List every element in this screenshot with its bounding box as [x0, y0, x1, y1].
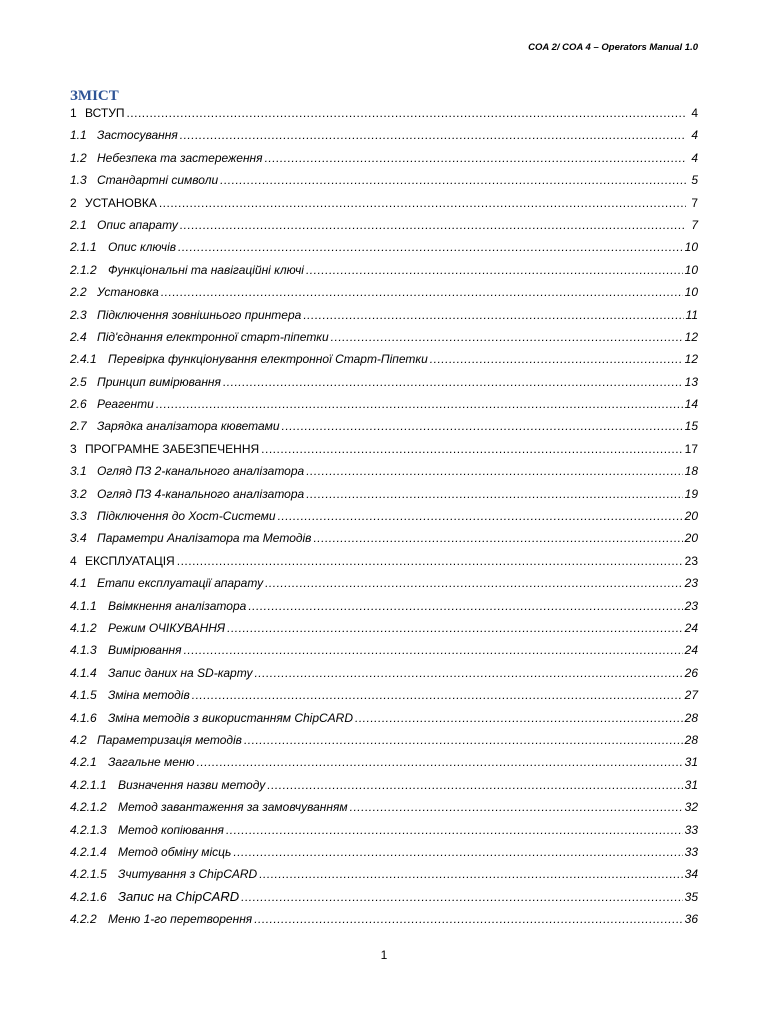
toc-entry[interactable] [70, 483, 698, 505]
toc-entry-title: Підключення до Хост-Системи [97, 509, 276, 524]
toc-entry-title: Вимірювання [108, 643, 182, 658]
toc-entry[interactable] [70, 841, 698, 863]
toc-entry-number: 4.2.1 [70, 755, 97, 770]
toc-entry-page: 31 [684, 777, 698, 792]
toc-entry[interactable] [70, 236, 698, 258]
toc-entry-page: 10 [684, 240, 698, 255]
toc-entry-number: 2.6 [70, 397, 87, 412]
toc-entry-page: 20 [684, 531, 698, 546]
toc-entry-title: Застосування [97, 128, 178, 143]
toc-entry-number: 2.5 [70, 374, 87, 389]
toc-entry-page: 28 [684, 710, 698, 725]
toc-dot-leader [178, 236, 683, 258]
toc-entry-number: 4.1.2 [70, 620, 97, 635]
toc-entry-page: 27 [684, 688, 698, 703]
toc-entry-number: 4.2.1.6 [70, 889, 107, 904]
toc-entry-page: 7 [691, 217, 698, 232]
toc-entry-title: Стандартні символи [97, 173, 219, 188]
toc-dot-leader [126, 102, 686, 124]
toc-entry-number: 3.4 [70, 531, 87, 546]
toc-entry-title: Меню 1-го перетворення [108, 912, 253, 927]
toc-entry[interactable] [70, 348, 698, 370]
toc-entry-title: ЕКСПЛУАТАЦІЯ [85, 553, 175, 568]
toc-dot-leader [267, 774, 682, 796]
toc-entry-number: 3.2 [70, 486, 87, 501]
running-header: COA 2/ COA 4 – Operators Manual 1.0 [528, 42, 698, 53]
toc-entry-number: 2 [70, 195, 77, 210]
toc-dot-leader [306, 483, 682, 505]
toc-entry[interactable] [70, 796, 698, 818]
toc-entry[interactable] [70, 595, 698, 617]
toc-entry-title: Установка [97, 285, 159, 300]
toc-entry-page: 23 [684, 598, 698, 613]
toc-entry-title: Небезпека та застереження [97, 150, 263, 165]
toc-dot-leader [161, 281, 683, 303]
toc-entry-page: 12 [684, 329, 698, 344]
toc-entry-page: 24 [684, 643, 698, 658]
toc-entry-title: Функціональні та навігаційні ключі [108, 262, 304, 277]
toc-entry[interactable] [70, 863, 698, 885]
toc-entry[interactable] [70, 192, 698, 214]
toc-entry-number: 3 [70, 441, 77, 456]
toc-dot-leader [184, 639, 683, 661]
toc-entry-page: 33 [684, 822, 698, 837]
toc-entry-number: 3.3 [70, 509, 87, 524]
toc-entry[interactable] [70, 460, 698, 482]
toc-entry[interactable] [70, 371, 698, 393]
toc-entry-title: Запис на ChipCARD [118, 888, 240, 904]
toc-entry-page: 7 [691, 195, 698, 210]
toc-dot-leader [259, 863, 682, 885]
toc-entry-page: 11 [685, 307, 698, 322]
toc-entry-page: 35 [684, 889, 698, 904]
toc-entry-number: 1.2 [70, 150, 87, 165]
toc-dot-leader [331, 326, 683, 348]
toc-entry[interactable] [70, 147, 698, 169]
toc-entry-number: 4.1.4 [70, 665, 97, 680]
toc-entry[interactable] [70, 639, 698, 661]
toc-dot-leader [265, 147, 686, 169]
toc-entry-title: Зміна методів з використанням ChipCARD [108, 710, 353, 725]
toc-entry-title: Метод завантаження за замовчуванням [118, 800, 348, 815]
toc-entry-page: 17 [684, 441, 698, 456]
toc-entry-page: 28 [684, 732, 698, 747]
toc-entry-page: 14 [684, 397, 698, 412]
toc-entry-title: УСТАНОВКА [85, 195, 157, 210]
toc-entry-title: Опис апарату [97, 217, 178, 232]
toc-entry-number: 2.1 [70, 217, 87, 232]
toc-dot-leader [306, 460, 682, 482]
toc-dot-leader [241, 886, 683, 908]
toc-entry[interactable] [70, 774, 698, 796]
toc-entry-number: 1 [70, 106, 77, 120]
toc-entry[interactable] [70, 527, 698, 549]
toc-entry-number: 2.4 [70, 329, 87, 344]
toc-entry-title: Підключення зовнішнього принтера [97, 307, 302, 322]
toc-dot-leader [233, 841, 682, 863]
toc-entry-title: Параметризація методів [97, 732, 242, 747]
toc-title: ЗМІСТ [70, 88, 119, 104]
toc-entry-title: Ввімкнення аналізатора [108, 598, 247, 613]
toc-dot-leader [220, 169, 686, 191]
toc-entry-page: 24 [684, 620, 698, 635]
toc-entry-number: 4.1 [70, 576, 87, 591]
toc-dot-leader [254, 908, 682, 930]
toc-entry-title: Опис ключів [108, 240, 177, 255]
toc-entry-title: Зчитування з ChipCARD [118, 867, 258, 882]
toc-entry-number: 1.1 [70, 128, 87, 143]
toc-entry-page: 4 [691, 150, 698, 165]
toc-entry-page: 19 [684, 486, 698, 501]
toc-entry[interactable] [70, 169, 698, 191]
toc-entry-title: ВСТУП [85, 106, 125, 120]
table-of-contents [70, 102, 698, 930]
toc-entry-page: 20 [684, 509, 698, 524]
toc-entry-page: 13 [684, 374, 698, 389]
toc-entry-page: 26 [684, 665, 698, 680]
toc-entry[interactable] [70, 304, 698, 326]
toc-entry-page: 15 [684, 419, 698, 434]
toc-entry[interactable] [70, 393, 698, 415]
toc-entry-title: Режим ОЧІКУВАННЯ [108, 620, 226, 635]
toc-entry-number: 4.2.1.5 [70, 867, 107, 882]
toc-dot-leader [254, 662, 682, 684]
toc-entry-number: 2.2 [70, 285, 87, 300]
toc-entry[interactable] [70, 281, 698, 303]
toc-entry[interactable] [70, 572, 698, 594]
toc-dot-leader [313, 527, 682, 549]
toc-entry-title: Параметри Аналізатора та Методів [97, 531, 312, 546]
toc-entry-title: Принцип вимірювання [97, 374, 221, 389]
toc-entry-page: 5 [691, 173, 698, 188]
toc-entry-page: 34 [684, 867, 698, 882]
toc-dot-leader [159, 192, 686, 214]
page-number: 1 [380, 948, 388, 962]
toc-dot-leader [430, 348, 683, 370]
toc-entry[interactable] [70, 214, 698, 236]
toc-entry-title: Запис даних на SD-карту [108, 665, 253, 680]
toc-entry-number: 4.2.1.1 [70, 777, 107, 792]
toc-entry-page: 4 [691, 128, 698, 143]
toc-entry-number: 4.2 [70, 732, 87, 747]
toc-entry-page: 23 [684, 576, 698, 591]
toc-entry[interactable] [70, 684, 698, 706]
toc-entry-number: 4.2.1.4 [70, 844, 107, 859]
toc-entry-title: Під'єднання електронної старт-піпетки [97, 329, 329, 344]
toc-dot-leader [192, 684, 683, 706]
toc-entry-number: 2.4.1 [70, 352, 97, 367]
toc-dot-leader [177, 550, 683, 572]
toc-dot-leader [303, 304, 683, 326]
toc-entry-title: Визначення назви методу [118, 777, 266, 792]
toc-entry-title: Зміна методів [108, 688, 190, 703]
toc-entry-number: 4.2.1.3 [70, 822, 107, 837]
toc-entry-title: Етапи експлуатації апарату [97, 576, 264, 591]
toc-entry[interactable] [70, 438, 698, 460]
toc-entry-number: 2.3 [70, 307, 87, 322]
toc-entry[interactable] [70, 908, 698, 930]
toc-dot-leader [278, 505, 683, 527]
toc-entry[interactable] [70, 259, 698, 281]
toc-dot-leader [180, 214, 686, 236]
toc-entry-number: 4.1.6 [70, 710, 97, 725]
toc-entry-title: Метод копіювання [118, 822, 224, 837]
toc-dot-leader [180, 124, 686, 146]
toc-entry-page: 33 [684, 844, 698, 859]
toc-entry[interactable] [70, 707, 698, 729]
toc-dot-leader [248, 595, 682, 617]
toc-entry[interactable] [70, 662, 698, 684]
toc-entry-page: 10 [684, 285, 698, 300]
toc-entry-page: 12 [684, 352, 698, 367]
toc-dot-leader [261, 438, 682, 460]
toc-dot-leader [355, 707, 683, 729]
toc-entry-number: 2.1.1 [70, 240, 97, 255]
toc-entry-number: 2.1.2 [70, 262, 97, 277]
toc-entry[interactable] [70, 751, 698, 773]
toc-dot-leader [282, 415, 683, 437]
toc-entry-number: 4 [70, 553, 77, 568]
toc-entry-title: Метод обміну місць [118, 844, 232, 859]
toc-entry-page: 4 [691, 106, 698, 120]
toc-entry-number: 1.3 [70, 173, 87, 188]
toc-entry-page: 31 [684, 755, 698, 770]
toc-entry-page: 36 [684, 912, 698, 927]
toc-entry[interactable] [70, 550, 698, 572]
toc-entry-number: 2.7 [70, 419, 87, 434]
toc-entry-title: ПРОГРАМНЕ ЗАБЕЗПЕЧЕННЯ [85, 441, 260, 456]
toc-entry-page: 18 [684, 464, 698, 479]
toc-dot-leader [306, 259, 683, 281]
toc-dot-leader [156, 393, 683, 415]
toc-entry-page: 23 [684, 553, 698, 568]
toc-entry-title: Огляд ПЗ 2-канального аналізатора [97, 464, 305, 479]
toc-entry-page: 32 [684, 800, 698, 815]
toc-entry[interactable] [70, 505, 698, 527]
toc-entry-title: Перевірка функціонування електронної Старт-Піпетки [108, 352, 428, 367]
toc-dot-leader [244, 729, 683, 751]
toc-entry[interactable] [70, 886, 698, 908]
toc-entry[interactable] [70, 729, 698, 751]
toc-entry[interactable] [70, 415, 698, 437]
toc-entry-number: 4.2.1.2 [70, 800, 107, 815]
toc-dot-leader [226, 819, 683, 841]
toc-entry-title: Зарядка аналізатора кюветами [97, 419, 280, 434]
toc-entry-number: 4.1.3 [70, 643, 97, 658]
toc-entry-title: Загальне меню [108, 755, 195, 770]
toc-entry-title: Огляд ПЗ 4-канального аналізатора [97, 486, 305, 501]
toc-dot-leader [197, 751, 683, 773]
toc-entry[interactable] [70, 102, 698, 124]
toc-entry-page: 10 [684, 262, 698, 277]
toc-entry[interactable] [70, 819, 698, 841]
toc-entry-number: 4.1.5 [70, 688, 97, 703]
toc-dot-leader [223, 371, 683, 393]
toc-dot-leader [265, 572, 683, 594]
toc-dot-leader [227, 617, 683, 639]
toc-entry-number: 3.1 [70, 464, 87, 479]
toc-entry-title: Реагенти [97, 397, 154, 412]
toc-entry[interactable] [70, 124, 698, 146]
toc-dot-leader [350, 796, 683, 818]
toc-entry-number: 4.1.1 [70, 598, 97, 613]
toc-entry-number: 4.2.2 [70, 912, 97, 927]
toc-entry[interactable] [70, 617, 698, 639]
toc-entry[interactable] [70, 326, 698, 348]
